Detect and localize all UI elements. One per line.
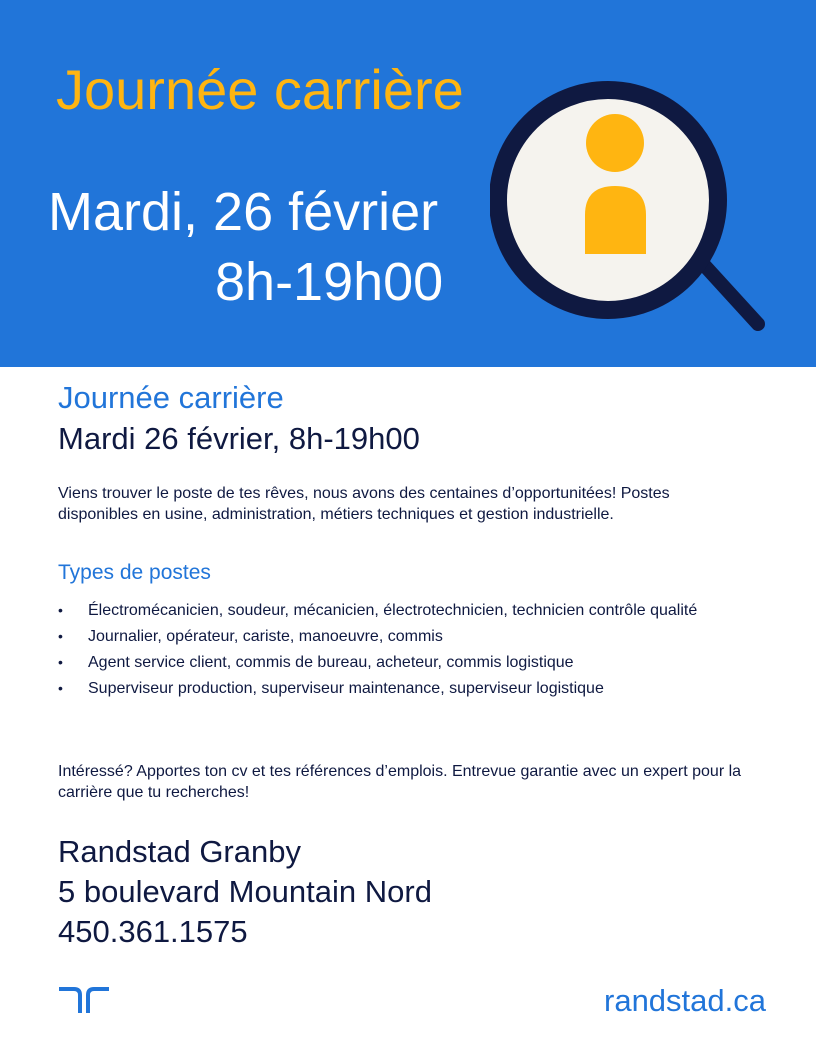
- bullet-icon: •: [58, 602, 63, 618]
- positions-list: [58, 600, 758, 704]
- list-item: [58, 626, 758, 647]
- list-item-text: Superviseur production, superviseur maintenance, superviseur logistique: [88, 680, 604, 697]
- banner-title: Journée carrière: [56, 58, 464, 121]
- positions-title: Types de postes: [58, 561, 211, 584]
- website-link[interactable]: randstad.ca: [604, 983, 766, 1018]
- closing-paragraph: Intéressé? Apportes ton cv et tes références d’emplois. Entrevue garantie avec un expert pour la carrière que tu recherches!: [58, 763, 742, 801]
- header-banner: [0, 0, 816, 367]
- bullet-icon: •: [58, 628, 63, 644]
- bullet-icon: •: [58, 680, 63, 696]
- contact-phone: 450.361.1575: [58, 914, 248, 949]
- section-heading-title: Journée carrière: [58, 380, 284, 415]
- banner-hours: 8h-19h00: [215, 252, 444, 312]
- contact-name: Randstad Granby: [58, 834, 301, 869]
- intro-paragraph: Viens trouver le poste de tes rêves, nous avons des centaines d’opportunitées! Postes disponibles en usine, administration, métiers techniques et gestion industrielle.: [58, 485, 670, 523]
- section-heading-date: Mardi 26 février, 8h-19h00: [58, 421, 420, 456]
- list-item: [58, 600, 758, 621]
- list-item-text: Électromécanicien, soudeur, mécanicien, électrotechnicien, technicien contrôle qualité: [88, 602, 698, 619]
- contact-address: 5 boulevard Mountain Nord: [58, 874, 432, 909]
- bullet-icon: •: [58, 654, 63, 670]
- list-item-text: Agent service client, commis de bureau, acheteur, commis logistique: [88, 654, 574, 671]
- contact-block: [58, 832, 432, 952]
- randstad-logo-icon: [56, 985, 112, 1015]
- banner-date: Mardi, 26 février: [48, 182, 439, 242]
- magnifier-person-icon: [490, 70, 780, 340]
- list-item: [58, 678, 758, 699]
- list-item-text: Journalier, opérateur, cariste, manoeuvre, commis: [88, 628, 443, 645]
- list-item: [58, 652, 758, 673]
